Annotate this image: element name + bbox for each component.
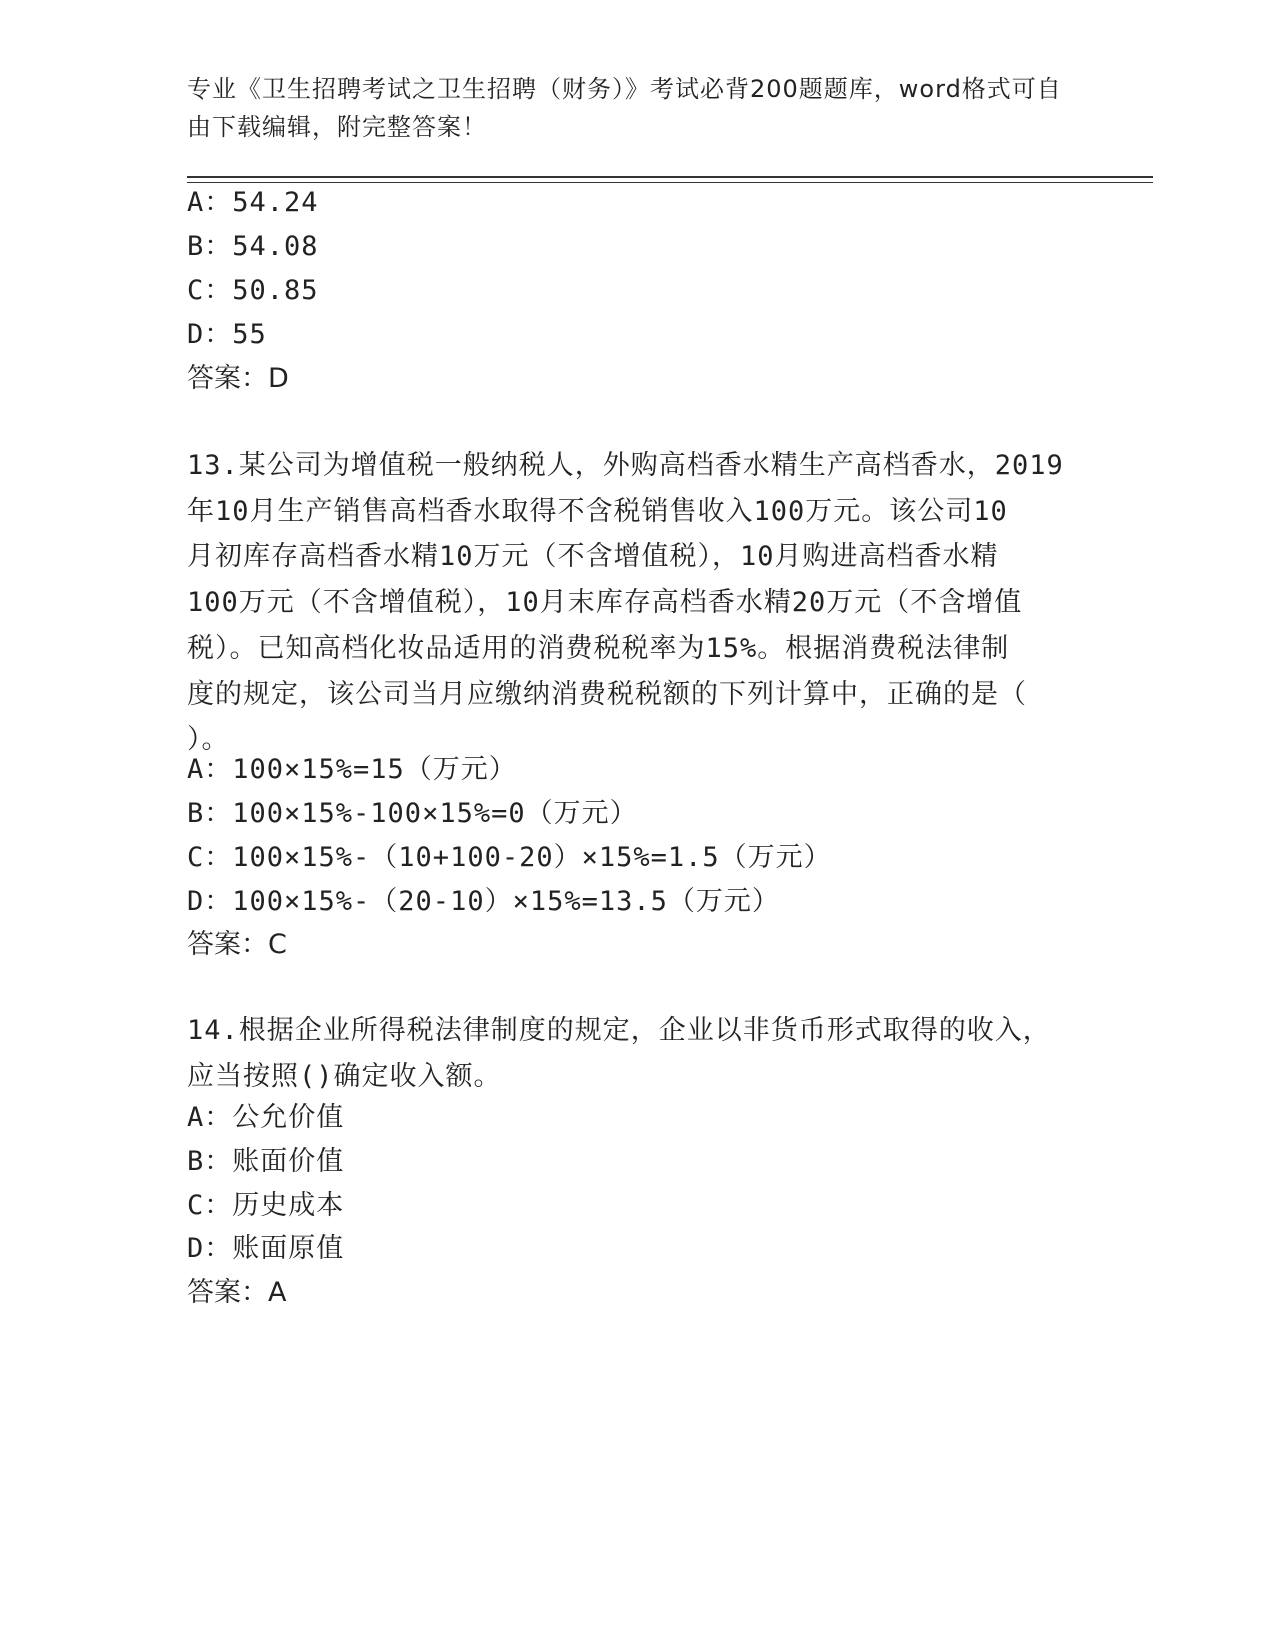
q12-answer: 答案：D [187, 363, 289, 394]
q14-stem-line: 应当按照()确定收入额。 [187, 1060, 502, 1092]
q12-option-d: D：55 [187, 319, 267, 350]
q14-stem-line: 14.根据企业所得税法律制度的规定，企业以非货币形式取得的收入， [187, 1015, 1051, 1046]
q13-stem-line: ）。 [187, 724, 230, 756]
q12-option-a: A：54.24 [187, 187, 319, 218]
q13-stem-line: 税）。已知高档化妆品适用的消费税税率为15%。根据消费税法律制 [187, 632, 1010, 664]
q13-stem-line: 度的规定，该公司当月应缴纳消费税税额的下列计算中，正确的是（ [187, 678, 1027, 710]
q13-stem [187, 443, 1087, 763]
q13-option-d: D：100×15%-（20-10）×15%=13.5（万元） [187, 886, 780, 917]
q12-option-b: B：54.08 [187, 231, 319, 262]
q13-answer: 答案：C [187, 929, 287, 960]
q13-option-b: B：100×15%-100×15%=0（万元） [187, 798, 638, 829]
q13-stem-line: 100万元（不含增值税），10月末库存高档香水精20万元（不含增值 [187, 587, 1023, 619]
header-rule-thick [187, 176, 1153, 178]
header-line-1: 专业《卫生招聘考试之卫生招聘（财务）》考试必背200题题库，word格式可自 [187, 75, 1062, 103]
q13-option-c: C：100×15%-（10+100-20）×15%=1.5（万元） [187, 842, 832, 873]
q13-stem-line: 13.某公司为增值税一般纳税人，外购高档香水精生产高档香水，2019 [187, 450, 1064, 481]
header-rule-thin [187, 182, 1153, 183]
header-line-2: 由下载编辑，附完整答案！ [187, 113, 487, 141]
q14-answer: 答案：A [187, 1277, 287, 1308]
q14-stem [187, 1008, 1087, 1099]
q14-option-d: D：账面原值 [187, 1233, 345, 1264]
q14-option-a: A：公允价值 [187, 1102, 345, 1133]
q14-option-c: C：历史成本 [187, 1190, 345, 1221]
q13-stem-line: 月初库存高档香水精10万元（不含增值税），10月购进高档香水精 [187, 541, 999, 573]
q12-option-c: C：50.85 [187, 275, 319, 306]
q13-option-a: A：100×15%=15（万元） [187, 754, 517, 785]
q13-stem-line: 年10月生产销售高档香水取得不含税销售收入100万元。该公司10 [187, 495, 1008, 527]
document-header [187, 70, 1087, 146]
q14-option-b: B：账面价值 [187, 1146, 345, 1177]
